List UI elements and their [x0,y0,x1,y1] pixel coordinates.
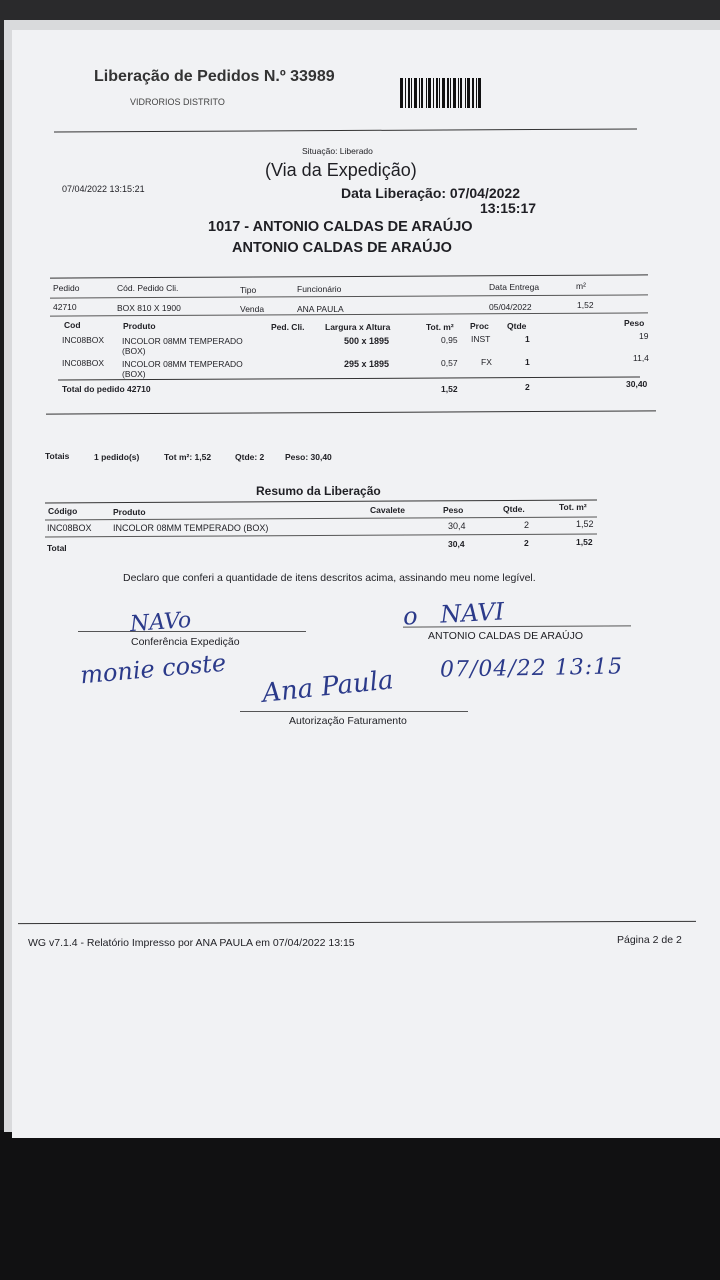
resumo-peso: 30,4 [448,521,466,531]
status-label: Situação: Liberado [302,146,373,156]
printed-datetime: 07/04/2022 13:15:21 [62,184,145,194]
col-tipo-header: Tipo [240,285,257,295]
col-funcionario-header: Funcionário [297,284,342,294]
item-produto: INCOLOR 08MM TEMPERADO [122,336,243,346]
item-peso: 19 [639,331,649,341]
item-produto: INCOLOR 08MM TEMPERADO [122,359,243,369]
order-funcionario: ANA PAULA [297,304,344,314]
col-peso-header: Peso [624,318,645,328]
resumo-produto: INCOLOR 08MM TEMPERADO (BOX) [113,523,269,533]
total-pedido-peso: 30,40 [626,379,648,389]
item-qtde: 1 [525,357,530,367]
totais-label: Totais [45,451,70,461]
autorizacao-signature: Ana Paula [260,665,395,709]
release-date: Data Liberação: 07/04/2022 [341,185,520,201]
col-cod-header: Cod [64,320,81,330]
autorizacao-line [240,711,468,712]
client-code-name: 1017 - ANTONIO CALDAS DE ARAÚJO [208,219,473,235]
order-pedido: 42710 [53,302,77,312]
resumo-codigo-header: Código [48,506,78,516]
release-time: 13:15:17 [480,200,537,216]
totais-pedidos: 1 pedido(s) [94,452,140,462]
footer-page-number: Página 2 de 2 [617,934,682,946]
resumo-produto-header: Produto [113,507,146,517]
totais-qtde: Qtde: 2 [235,452,265,462]
totais-peso: Peso: 30,40 [285,452,332,462]
resumo-cavalete-header: Cavalete [370,505,405,515]
item-qtde: 1 [525,334,530,344]
handwritten-date: 07/04/22 13:15 [439,654,624,683]
item-proc: INST [471,334,491,344]
total-pedido-qtde: 2 [525,382,530,392]
item-dims: 500 x 1895 [344,336,390,346]
barcode [400,78,504,108]
col-produto-header: Produto [123,321,156,331]
resumo-total-qtde: 2 [524,538,529,548]
resumo-total-label: Total [47,543,67,553]
footer-report-info: WG v7.1.4 - Relatório Impresso por ANA PAULA em 07/04/2022 13:15 [28,937,355,949]
resumo-qtde-header: Qtde. [503,504,525,514]
total-pedido-m2: 1,52 [441,384,458,394]
autorizacao-label: Autorização Faturamento [289,715,407,727]
col-m2-header: m² [576,281,586,291]
item-dims: 295 x 1895 [344,359,390,369]
declaration-text: Declaro que conferi a quantidade de itens descritos acima, assinando meu nome legível. [123,572,536,584]
col-largura-altura-header: Largura x Altura [325,322,391,332]
order-cod-pedido-cli: BOX 810 X 1900 [117,303,181,313]
conferencia-signature: NAVo [129,607,192,638]
col-data-entrega-header: Data Entrega [489,282,540,292]
company-name: VIDRORIOS DISTRITO [130,97,225,107]
item-tot-m2: 0,57 [441,358,458,368]
col-qtde-header: Qtde [507,321,527,331]
order-tipo: Venda [240,304,265,314]
order-data-entrega: 05/04/2022 [489,302,532,312]
client-sign-label: ANTONIO CALDAS DE ARAÚJO [428,630,584,642]
resumo-tot-m2-header: Tot. m² [559,502,587,512]
item-cod: INC08BOX [62,335,105,345]
resumo-tot-m2: 1,52 [576,519,594,529]
resumo-total-peso: 30,4 [448,539,465,549]
item-peso: 11,4 [633,353,649,363]
handwritten-name-signature: monie coste [79,648,228,690]
resumo-peso-header: Peso [443,505,464,515]
item-cod: INC08BOX [62,358,105,368]
total-pedido-label: Total do pedido 42710 [62,384,151,394]
background-bottom [0,1130,720,1280]
conferencia-line [78,631,306,632]
col-pedido-header: Pedido [53,283,80,293]
via-label: (Via da Expedição) [265,160,417,180]
col-cod-pedido-cli-header: Cód. Pedido Cli. [117,283,179,293]
resumo-title: Resumo da Liberação [256,484,381,498]
col-ped-cli-header: Ped. Cli. [271,322,305,332]
col-tot-m2-header: Tot. m² [426,322,454,332]
conferencia-label: Conferência Expedição [131,636,240,648]
item-tot-m2: 0,95 [441,335,458,345]
order-m2: 1,52 [577,300,594,310]
totais-m2: Tot m²: 1,52 [164,452,212,462]
resumo-qtde: 2 [524,520,530,530]
item-produto-cont: (BOX) [122,369,146,379]
resumo-codigo: INC08BOX [47,523,92,533]
col-proc-header: Proc [470,321,489,331]
document-title: Liberação de Pedidos N.º 33989 [94,68,335,85]
client-signature: o NAVI [402,597,505,631]
client-name: ANTONIO CALDAS DE ARAÚJO [232,240,452,256]
item-proc: FX [481,357,492,367]
item-produto-cont: (BOX) [122,346,146,356]
resumo-total-tot-m2: 1,52 [576,537,593,547]
